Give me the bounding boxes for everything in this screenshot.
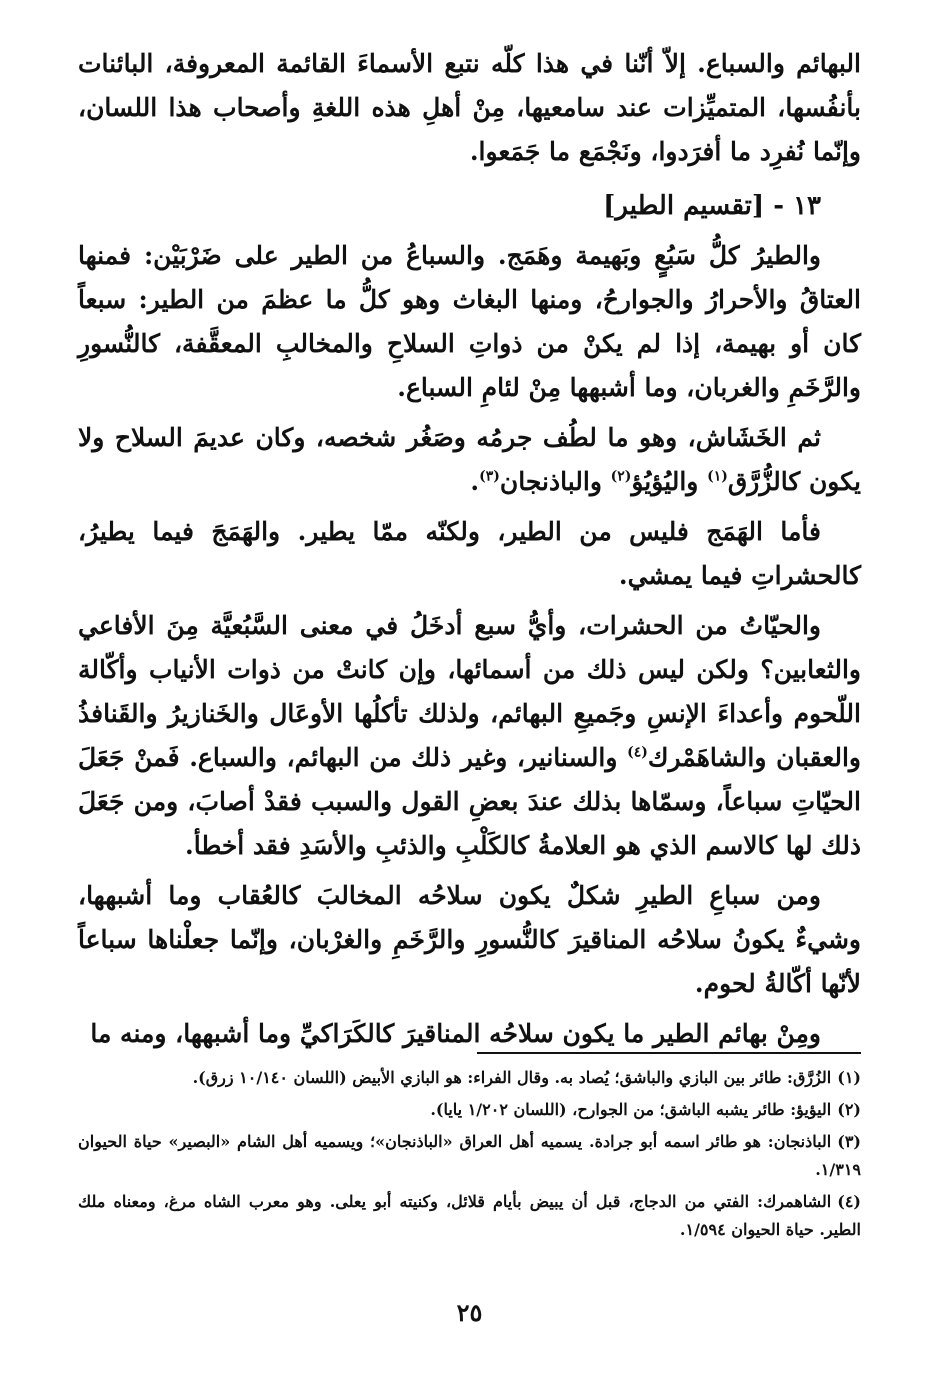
footnote-divider	[477, 1052, 861, 1054]
paragraph-5-text-a: والحيّاتُ من الحشرات، وأيُّ سبع أدخَلُ في معنى السَّبُعيَّة مِنَ الأفاعي والثعابين؟ ولكن ليس ذلك من أسمائها، وإن كانتْ من ذوات الأنياب وأكّالة اللّحوم وأعداءَ الإنسِ وجَميعِ البهائم، ولذلك تأكلُها الأوعَال والخَنازيرُ والقَنافذُ والعقبان والشاهَمْرك	[78, 611, 861, 772]
paragraph-3-text-d: .	[470, 467, 480, 496]
section-heading: ١٣ - [تقسيم الطير]	[603, 191, 821, 221]
paragraph-3	[78, 416, 861, 504]
paragraph-3-text-c: والباذنجان	[499, 467, 611, 496]
footnotes	[78, 1064, 861, 1248]
paragraph-6: ومن سباعِ الطيرِ شكلٌ يكون سلاحُه المخالبَ كالعُقاب وما أشبهها، وشيءٌ يكونُ سلاحُه المناقيرَ كالنُّسورِ والرَّخَمِ والغرْبان، وإنّما جعلْناها سباعاً لأنّها أكّالةُ لحوم.	[78, 881, 861, 998]
paragraph-3-text-b: واليُؤيُؤ	[631, 467, 708, 496]
footnote-number: (٢)	[837, 1100, 861, 1119]
paragraph-5	[78, 604, 861, 868]
page-number: ٢٥	[456, 1298, 483, 1327]
footnote-number: (٣)	[837, 1132, 861, 1151]
paragraph-7: ومِنْ بهائم الطير ما يكون سلاحُه المناقيرَ كالكَرَاكيِّ وما أشبهها، ومنه ما	[90, 1019, 821, 1048]
footnote-ref-2: (٢)	[610, 468, 632, 485]
footnote-ref-3: (٣)	[479, 468, 500, 485]
footnote-number: (٤)	[837, 1192, 861, 1211]
footnote-ref-4: (٤)	[627, 744, 648, 761]
footnote-text: الباذنجان: هو طائر اسمه أبو جرادة. يسميه أهل العراق «الباذنجان»؛ ويسميه أهل الشام «البصير» حياة الحيوان ١/٣١٩.	[78, 1132, 861, 1179]
footnote-number: (١)	[837, 1068, 861, 1087]
paragraph-3-text-a: ثم الخَشَاش، وهو ما لطُف جرمُه وصَغُر شخصه، وكان عديمَ السلاح ولا يكون كالزُّرَّق	[78, 423, 861, 496]
footnote-ref-1: (١)	[707, 468, 728, 485]
footnote-2	[78, 1096, 861, 1124]
paragraph-1: البهائم والسباع. إلاّ أنّنا في هذا كلّه نتبع الأسماءَ القائمة المعروفة، البائنات بأنفُسها، المتميِّزات عند سامعيها، مِنْ أهلِ هذه اللغةِ وأصحاب هذا اللسان، وإنّما نُفرِد ما أفرَدوا، ونَجْمَع ما جَمَعوا.	[78, 49, 861, 166]
footnote-text: اليؤيؤ: طائر يشبه الباشق؛ من الجوارح، (اللسان ١/٢٠٢ يايا).	[430, 1100, 832, 1119]
paragraph-5-text-b: والسنانير، وغير ذلك من البهائم، والسباع. فَمنْ جَعَلَ الحيّاتِ سباعاً، وسمّاها بذلك عندَ بعضِ القول والسبب فقدْ أصابَ، ومن جَعَلَ ذلك لها كالاسم الذي هو العلامةُ كالكَلْبِ والذئبِ والأسَدِ فقد أخطأ.	[78, 743, 861, 860]
footnote-text: الزُرَّق: طائر بين البازي والباشق؛ يُصاد به. وقال الفراء: هو البازي الأبيض (اللسان ١٠/١٤٠ زرق).	[192, 1068, 832, 1087]
paragraph-2: والطيرُ كلُّ سَبُعٍ وبَهيمة وهَمَج. والسباعُ من الطير على ضَرْبَيْن: فمنها العتاقُ والأحرارُ والجوارحُ، ومنها البغاث وهو كلُّ ما عظمَ من الطير: سبعاً كان أو بهيمة، إذا لم يكنْ من ذواتِ السلاحِ والمخالبِ المعقَّفة، كالنُّسورِ والرَّخَمِ والغربان، وما أشبهها مِنْ لئامِ السباع.	[78, 241, 861, 402]
footnote-text: الشاهمرك: الفتي من الدجاج، قبل أن يبيض بأيام قلائل، وكنيته أبو يعلى. وهو معرب الشاه مرغ، ومعناه ملك الطير. حياة الحيوان ١/٥٩٤.	[78, 1192, 861, 1239]
footnote-1	[78, 1064, 861, 1092]
main-text	[78, 42, 861, 1062]
footnote-3	[78, 1128, 861, 1184]
footnote-4	[78, 1188, 861, 1244]
paragraph-4: فأما الهَمَج فليس من الطير، ولكنّه ممّا يطير. والهَمَجَ فيما يطيرُ، كالحشراتِ فيما يمشي.	[78, 517, 861, 590]
